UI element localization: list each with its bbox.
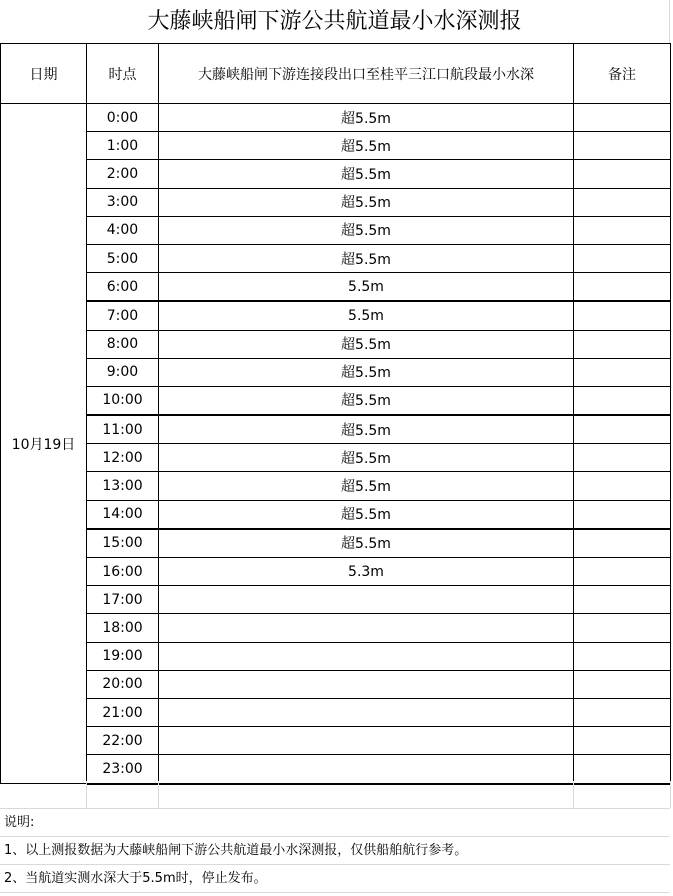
table-row (1, 330, 671, 358)
time-cell: 2:00 (87, 160, 159, 188)
depth-table (0, 43, 671, 785)
note-cell (574, 642, 671, 670)
time-cell: 3:00 (87, 188, 159, 216)
table-row (1, 642, 671, 670)
note-cell (574, 330, 671, 358)
note-item-2: 2、当航道实测水深大于5.5m时，停止发布。 (4, 871, 267, 886)
table-row (1, 358, 671, 386)
table-row (1, 301, 671, 330)
table-row (1, 670, 671, 698)
depth-cell (159, 755, 574, 784)
table-row (1, 444, 671, 472)
depth-cell: 超5.5m (159, 386, 574, 415)
time-cell: 1:00 (87, 132, 159, 160)
time-cell: 18:00 (87, 614, 159, 642)
note-cell (574, 301, 671, 330)
time-cell: 15:00 (87, 529, 159, 558)
time-cell: 4:00 (87, 216, 159, 244)
notes-heading: 说明: (4, 815, 35, 830)
depth-cell: 超5.5m (159, 216, 574, 244)
header-depth: 大藤峡船闸下游连接段出口至桂平三江口航段最小水深 (159, 44, 574, 104)
time-cell: 9:00 (87, 358, 159, 386)
header-time: 时点 (87, 44, 159, 104)
table-row (1, 755, 671, 784)
header-date: 日期 (1, 44, 87, 104)
table-row (1, 586, 671, 614)
table-row (1, 500, 671, 529)
time-cell: 13:00 (87, 472, 159, 500)
blank-row (0, 781, 670, 809)
date-cell: 10月19日 (1, 104, 87, 784)
table-row (1, 188, 671, 216)
note-cell (574, 216, 671, 244)
time-cell: 21:00 (87, 698, 159, 726)
time-cell: 12:00 (87, 444, 159, 472)
depth-cell: 超5.5m (159, 529, 574, 558)
note-cell (574, 104, 671, 132)
depth-cell: 5.5m (159, 273, 574, 302)
table-row (1, 727, 671, 755)
table-row (1, 216, 671, 244)
header-note: 备注 (574, 44, 671, 104)
note-cell (574, 472, 671, 500)
note-cell (574, 755, 671, 784)
depth-cell: 超5.5m (159, 132, 574, 160)
table-row (1, 104, 671, 132)
depth-cell (159, 698, 574, 726)
table-row (1, 558, 671, 586)
note-item-1-row (0, 837, 670, 865)
time-cell: 10:00 (87, 386, 159, 415)
time-cell: 16:00 (87, 558, 159, 586)
table-row (1, 472, 671, 500)
time-cell: 17:00 (87, 586, 159, 614)
time-cell: 23:00 (87, 755, 159, 784)
notes-section (0, 781, 670, 893)
table-body (1, 104, 671, 784)
note-cell (574, 244, 671, 272)
table-row (1, 614, 671, 642)
table-row (1, 386, 671, 415)
note-cell (574, 670, 671, 698)
time-cell: 0:00 (87, 104, 159, 132)
note-cell (574, 415, 671, 444)
note-cell (574, 529, 671, 558)
depth-cell: 5.3m (159, 558, 574, 586)
time-cell: 7:00 (87, 301, 159, 330)
depth-cell (159, 586, 574, 614)
depth-cell: 超5.5m (159, 500, 574, 529)
depth-cell: 超5.5m (159, 415, 574, 444)
depth-cell: 超5.5m (159, 330, 574, 358)
note-cell (574, 727, 671, 755)
table-row (1, 244, 671, 272)
time-cell: 6:00 (87, 273, 159, 302)
table-row (1, 273, 671, 302)
note-cell (574, 614, 671, 642)
depth-cell: 超5.5m (159, 244, 574, 272)
depth-cell: 5.5m (159, 301, 574, 330)
header-row (1, 44, 671, 104)
note-cell (574, 273, 671, 302)
note-cell (574, 188, 671, 216)
time-cell: 22:00 (87, 727, 159, 755)
note-item-1: 1、以上测报数据为大藤峡船闸下游公共航道最小水深测报，仅供船舶航行参考。 (4, 843, 468, 858)
time-cell: 19:00 (87, 642, 159, 670)
note-cell (574, 386, 671, 415)
depth-cell: 超5.5m (159, 472, 574, 500)
note-cell (574, 698, 671, 726)
depth-cell (159, 642, 574, 670)
note-cell (574, 132, 671, 160)
depth-cell: 超5.5m (159, 358, 574, 386)
depth-cell: 超5.5m (159, 160, 574, 188)
depth-cell (159, 614, 574, 642)
report-title: 大藤峡船闸下游公共航道最小水深测报 (0, 0, 670, 43)
note-cell (574, 586, 671, 614)
time-cell: 5:00 (87, 244, 159, 272)
time-cell: 14:00 (87, 500, 159, 529)
notes-heading-row (0, 809, 670, 837)
note-item-2-row (0, 865, 670, 893)
table-row (1, 415, 671, 444)
depth-cell: 超5.5m (159, 104, 574, 132)
depth-cell (159, 727, 574, 755)
table-row (1, 698, 671, 726)
time-cell: 8:00 (87, 330, 159, 358)
time-cell: 20:00 (87, 670, 159, 698)
depth-cell: 超5.5m (159, 444, 574, 472)
note-cell (574, 558, 671, 586)
note-cell (574, 444, 671, 472)
depth-cell (159, 670, 574, 698)
note-cell (574, 358, 671, 386)
table-row (1, 160, 671, 188)
time-cell: 11:00 (87, 415, 159, 444)
note-cell (574, 160, 671, 188)
depth-cell: 超5.5m (159, 188, 574, 216)
note-cell (574, 500, 671, 529)
table-row (1, 529, 671, 558)
table-row (1, 132, 671, 160)
